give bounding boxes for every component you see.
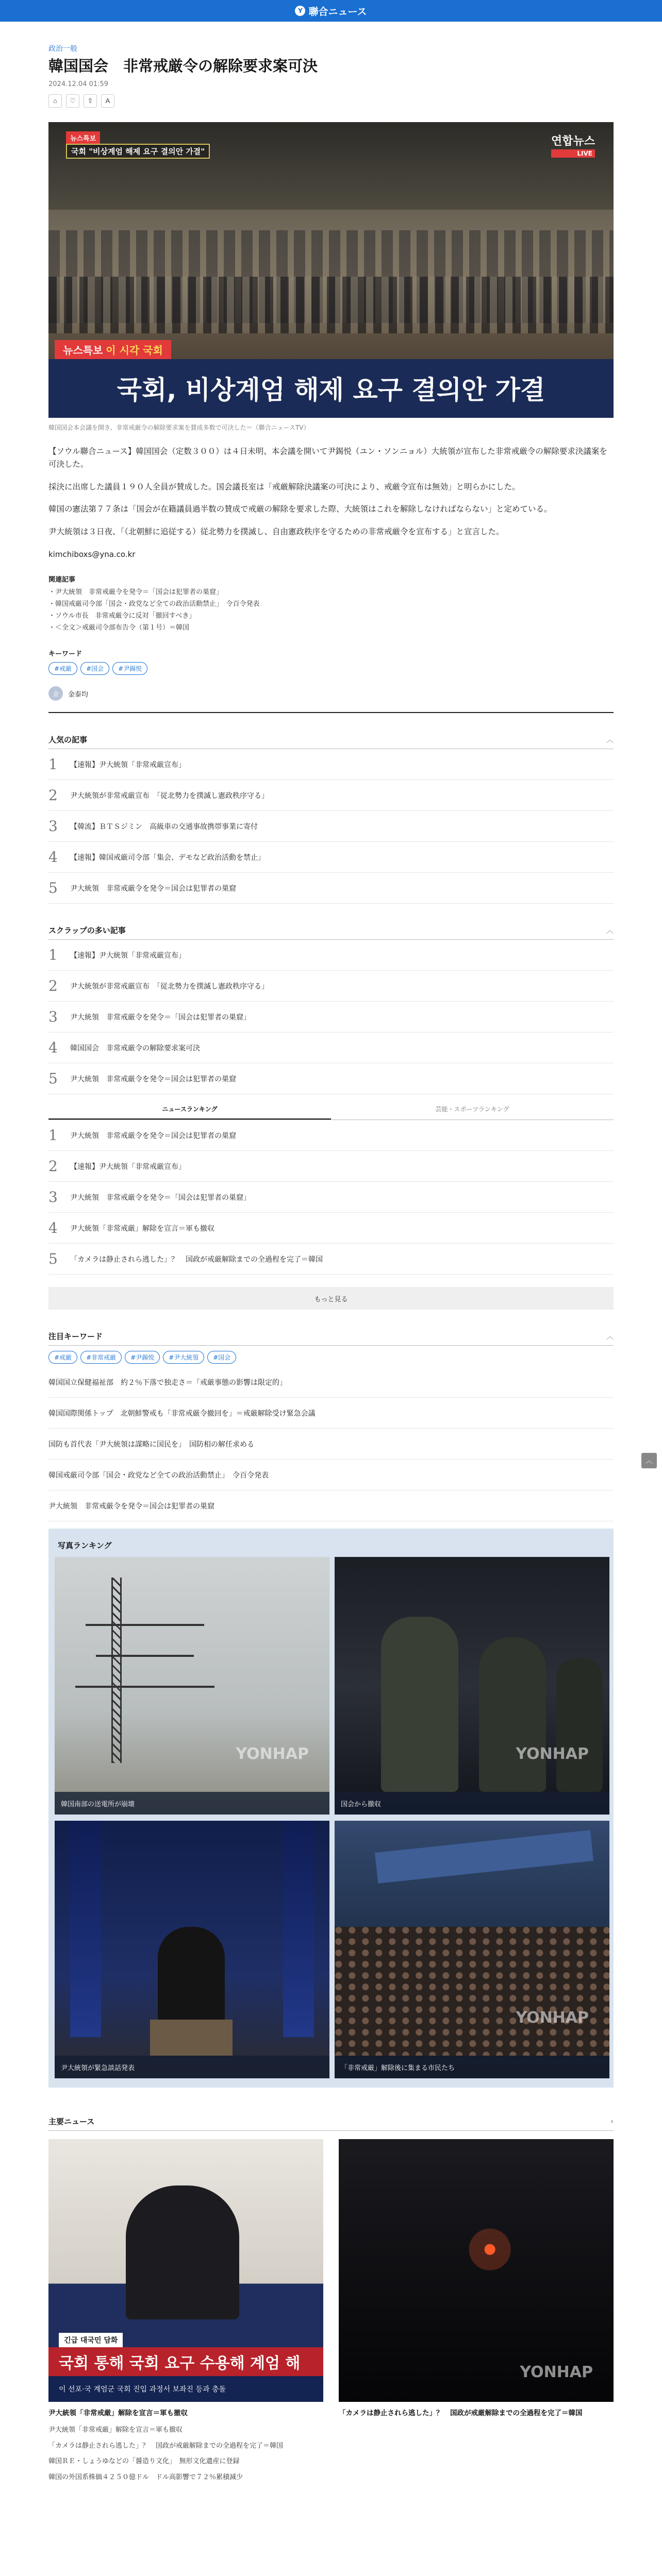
news-ranking xyxy=(48,1099,614,1310)
list-item-title: 「カメラは静止されら逃した」？ 国政が戒厳解除までの全過程を完了＝韓国 xyxy=(70,1255,323,1264)
main-news-photo xyxy=(48,2139,323,2402)
related-link[interactable]: ・＜全文＞戒厳司令部布告令（第１号）＝韓国 xyxy=(48,623,190,632)
rank-number: 5 xyxy=(48,1070,58,1088)
chevron-up-icon[interactable]: ︿ xyxy=(606,1332,614,1341)
article-main-photo xyxy=(48,122,614,418)
article-tools xyxy=(48,94,614,108)
list-item[interactable]: 韓国国際関係トップ 北朝鮮警戒も「非常戒厳令撤回を」＝戒厳解除受け緊急会議 xyxy=(48,1398,614,1429)
list-item-title: 尹大統領「非常戒厳」解除を宣言＝軍も撤収 xyxy=(70,1224,214,1233)
keyword-chip[interactable]: #尹錫悦 xyxy=(125,1351,160,1364)
crowd-graphic xyxy=(335,1927,609,2056)
keyword-chip[interactable]: #国会 xyxy=(207,1351,236,1364)
photo-broadcaster-logo xyxy=(551,132,595,158)
keyword-chip[interactable]: #尹大統領 xyxy=(163,1351,204,1364)
brand-logo[interactable] xyxy=(295,4,367,18)
list-item-title: 尹大統領 非常戒厳令を発令＝国会は犯罪者の巣窟 xyxy=(70,884,236,893)
list-item-title: 【速報】尹大統領「非常戒厳宣布」 xyxy=(70,951,186,960)
main-news-card[interactable] xyxy=(48,2139,323,2417)
photo-lower-text: 국회, 비상계엄 해제 요구 결의안 가결 xyxy=(117,375,545,405)
podium-graphic xyxy=(150,2020,233,2056)
photo-ranking xyxy=(48,1529,614,2088)
brand-mark-icon: Y xyxy=(295,6,305,16)
rank-number: 4 xyxy=(48,849,58,866)
list-item[interactable] xyxy=(48,1063,614,1094)
rank-number: 1 xyxy=(48,946,58,964)
author-name[interactable]: 金泰均 xyxy=(68,690,89,699)
rank-number: 5 xyxy=(48,1250,58,1268)
list-item[interactable] xyxy=(48,1151,614,1182)
article-keywords xyxy=(48,648,614,675)
paragraph: 【ソウル聯合ニュース】韓国国会（定数３００）は４日未明、本会議を開いて尹錫悦（ユン・ソンニョル）大統領が宣布した非常戒厳令の解除要求決議案を可決した。 xyxy=(48,446,607,469)
tab-entertainment-ranking[interactable]: 芸能・スポーツランキング xyxy=(435,1106,509,1113)
photo-caption: 「非常戒厳」解除後に集まる市民たち xyxy=(335,2056,609,2078)
ranking-tabs xyxy=(48,1099,614,1120)
list-item-title: 尹大統領 非常戒厳令を発令＝国会は犯罪者の巣窟 xyxy=(70,1131,236,1140)
photo-lower-label xyxy=(55,340,171,359)
list-item[interactable]: 韓国戒厳司令部「国会・政党など全ての政治活動禁止」 令百令発表 xyxy=(48,1460,614,1490)
share-icon[interactable]: ⇧ xyxy=(84,94,97,108)
list-item-title: 【韓流】ＢＴＳジミン 高級車の交通事故携帯事業に寄付 xyxy=(70,822,258,831)
soldier-graphic xyxy=(556,1658,603,1792)
watermark: YONHAP xyxy=(520,2363,593,2382)
article-header xyxy=(48,22,614,108)
paragraph: 韓国の憲法第７７条は「国会が在籍議員過半数の賛成で戒厳の解除を要求した際、大統領はこれを解除しなければならない」と定めている。 xyxy=(48,504,552,514)
pylon-arm xyxy=(86,1624,204,1626)
rank-number: 1 xyxy=(48,1127,58,1144)
list-item[interactable] xyxy=(48,971,614,1002)
list-item[interactable] xyxy=(48,873,614,904)
list-item[interactable] xyxy=(48,842,614,873)
main-news-card[interactable] xyxy=(339,2139,614,2417)
list-item-title: 【速報】韓国戒厳司令部「集会、デモなど政治活動を禁止」 xyxy=(70,853,265,862)
hot-keyword-chips xyxy=(48,1351,614,1364)
article-date: 2024.12.04 01:59 xyxy=(48,80,109,88)
rank-number: 3 xyxy=(48,818,58,835)
hot-keywords xyxy=(48,1327,614,1521)
photo-strip: 국회 통해 국회 요구 수용해 계엄 해 xyxy=(48,2347,323,2376)
photo-caption: 韓国南部の送電所が崩壊 xyxy=(55,1792,329,1815)
hot-keywords-title: 注目キーワード xyxy=(48,1332,103,1342)
flag-graphic xyxy=(70,1821,101,2037)
pylon-arm xyxy=(96,1655,194,1657)
soldier-graphic xyxy=(479,1637,546,1792)
list-item[interactable]: 尹大統領 非常戒厳令を発令＝国会は犯罪者の巣窟 xyxy=(48,1490,614,1521)
scroll-to-top-button[interactable]: ︿ xyxy=(641,1453,657,1468)
paragraph: 採決に出席した議員１９０人全員が賛成した。国会議長室は「戒厳解除決議案の可決により、戒厳令宣布は無効」と明らかにした。 xyxy=(48,482,520,492)
list-item[interactable] xyxy=(48,1213,614,1244)
list-item[interactable] xyxy=(48,1182,614,1213)
like-icon[interactable]: ♡ xyxy=(66,94,79,108)
list-item[interactable] xyxy=(48,1002,614,1032)
photo-tag: 긴급 대국민 담화 xyxy=(59,2333,123,2347)
keyword-chip[interactable]: #尹錫悦 xyxy=(112,662,147,675)
lower-label-sub: 이 시각 국회 xyxy=(106,344,163,357)
photo-caption: 韓国国会本会議を開き、非常戒厳令の解除要求案を賛成多数で可決した＝（聯合ニュースTV） xyxy=(48,423,310,431)
rank-number: 4 xyxy=(48,1039,58,1057)
scrap-title: スクラップの多い記事 xyxy=(48,926,126,936)
main-news-photo xyxy=(339,2139,614,2402)
main-news-card-title: 尹大統領「非常戒厳」解除を宣言＝軍も撤収 xyxy=(48,2409,188,2418)
paragraph: 尹大統領は３日夜、「（北朝鮮に追従する）従北勢力を撲滅し、自由憲政秩序を守るための非常戒厳令を宣布する」と宣言した。 xyxy=(48,527,504,536)
keyword-chip[interactable]: #戒厳 xyxy=(48,662,77,675)
list-item-title: 尹大統領が非常戒厳宣布 「従北勢力を撲滅し憲政秩序守る」 xyxy=(70,982,269,991)
main-news-title: 主要ニュース xyxy=(48,2117,95,2127)
main-news-link[interactable]: 韓国の外国系株価４２５０億ドル ドル高影響で７２％累積減少 xyxy=(48,2473,243,2481)
font-size-icon[interactable]: A xyxy=(101,94,114,108)
rank-number: 3 xyxy=(48,1189,58,1206)
related-link[interactable]: ・尹大統領 非常戒厳令を発令＝「国会は犯罪者の巣窟」 xyxy=(48,588,223,597)
chevron-right-icon[interactable]: › xyxy=(610,2117,614,2126)
related-link[interactable]: ・ソウル市長 非常戒厳令に反対「撤回すべき」 xyxy=(48,612,196,620)
photo-chip: 뉴스특보 xyxy=(66,131,100,144)
pylon-arm xyxy=(75,1686,214,1688)
divider xyxy=(48,712,614,713)
watermark: YONHAP xyxy=(516,1745,589,1764)
more-button[interactable]: もっと見る xyxy=(48,1287,614,1310)
rank-number: 3 xyxy=(48,1008,58,1026)
rank-number: 2 xyxy=(48,977,58,995)
most-scrapped-articles xyxy=(48,921,614,1094)
pylon-graphic xyxy=(111,1578,122,1763)
main-news-card-title: 「カメラは静止されら逃した」？ 国政が戒厳解除までの全過程を完了＝韓国 xyxy=(339,2409,583,2418)
photo-strip-sub: 이 선포·국 계엄군 국회 진입 과정서 보좌진 등과 충돌 xyxy=(48,2376,323,2402)
list-item[interactable] xyxy=(48,749,614,780)
photo-card[interactable] xyxy=(335,1557,609,1815)
list-item[interactable] xyxy=(48,780,614,811)
author-email: kimchiboxs@yna.co.kr xyxy=(48,549,136,559)
related-title: 関連記事 xyxy=(48,576,76,584)
list-item[interactable]: 韓国国立保健福祉部 約２％下落で独走さ＝「戒厳事態の影響は限定的」 xyxy=(48,1367,614,1398)
rank-number: 2 xyxy=(48,1158,58,1175)
list-item[interactable] xyxy=(48,1120,614,1151)
popular-title: 人気の記事 xyxy=(48,735,88,745)
list-item-title: 【速報】尹大統領「非常戒厳宣布」 xyxy=(70,1162,186,1171)
person-graphic xyxy=(126,2185,239,2319)
list-item[interactable]: 国防も首代表「尹大統領は謀略に国民を」 国防相の解任求める xyxy=(48,1429,614,1460)
live-badge: LIVE xyxy=(551,149,595,158)
popular-articles xyxy=(48,731,614,904)
list-item-title: 尹大統領 非常戒厳令を発令＝国会は犯罪者の巣窟 xyxy=(70,1075,236,1083)
related-articles xyxy=(48,574,614,634)
keyword-chip[interactable]: #非常戒厳 xyxy=(80,1351,122,1364)
rank-number: 2 xyxy=(48,787,58,804)
article-container xyxy=(48,22,614,2485)
list-item[interactable] xyxy=(48,811,614,842)
protest-banner-graphic xyxy=(375,1830,593,1884)
author-info xyxy=(48,686,614,701)
related-link[interactable]: ・韓国戒厳司令部「国会・政党など全ての政治活動禁止」 令百令発表 xyxy=(48,600,260,608)
main-news-link[interactable]: 尹大統領「非常戒厳」解除を宣言＝軍も撤収 xyxy=(48,2426,183,2434)
article-category[interactable]: 政治一般 xyxy=(48,45,77,53)
list-item-title: 尹大統領 非常戒厳令を発令＝「国会は犯罪者の巣窟」 xyxy=(70,1193,251,1202)
main-news-link[interactable]: 韓国ＲＥ・しょうゆなどの「醤造り文化」 無形文化遺産に登録 xyxy=(48,2458,240,2466)
keywords-title: キーワード xyxy=(48,650,82,658)
photo-ranking-title: 写真ランキング xyxy=(58,1541,112,1551)
article-body xyxy=(48,445,614,561)
avatar: 金 xyxy=(48,686,63,701)
main-news-link[interactable]: 「カメラは静止されら逃した」？ 国政が戒厳解除までの全過程を完了＝韓国 xyxy=(48,2442,284,2450)
rank-number: 5 xyxy=(48,879,58,897)
list-item[interactable] xyxy=(48,1032,614,1063)
list-item-title: 尹大統領が非常戒厳宣布 「従北勢力を撲滅し憲政秩序守る」 xyxy=(70,791,269,800)
photo-card[interactable] xyxy=(55,1557,329,1815)
rank-number: 4 xyxy=(48,1219,58,1237)
chevron-up-icon[interactable]: ︿ xyxy=(606,926,614,935)
photo-caption: 尹大統領が緊急談話発表 xyxy=(55,2056,329,2078)
home-icon[interactable]: ⌂ xyxy=(48,94,62,108)
brand-name: 聯合ニュース xyxy=(308,6,367,18)
tab-news-ranking[interactable]: ニュースランキング xyxy=(48,1099,331,1120)
list-item-title: 尹大統領 非常戒厳令を発令＝「国会は犯罪者の巣窟」 xyxy=(70,1013,251,1022)
watermark: YONHAP xyxy=(516,2009,589,2027)
photo-seats-front xyxy=(48,277,614,333)
keyword-chip[interactable]: #戒厳 xyxy=(48,1351,77,1364)
rank-number: 1 xyxy=(48,756,58,773)
article-title: 韓国国会 非常戒厳令の解除要求案可決 xyxy=(48,57,318,75)
keyword-chip[interactable]: #国会 xyxy=(80,662,109,675)
main-news xyxy=(48,2112,614,2485)
logo-text: 연합뉴스 xyxy=(551,134,595,148)
lower-label-main: 뉴스특보 xyxy=(63,344,103,357)
chevron-up-icon[interactable]: ︿ xyxy=(606,736,614,744)
photo-wall xyxy=(48,122,614,210)
list-item[interactable] xyxy=(48,1244,614,1275)
soldier-graphic xyxy=(381,1617,458,1792)
watermark: YONHAP xyxy=(236,1745,309,1764)
list-item-title: 【速報】尹大統領「非常戒厳宣布」 xyxy=(70,760,186,769)
list-item[interactable] xyxy=(48,940,614,971)
photo-card[interactable] xyxy=(55,1821,329,2078)
photo-card[interactable] xyxy=(335,1821,609,2078)
list-item-title: 韓国国会 非常戒厳令の解除要求案可決 xyxy=(70,1044,200,1053)
top-bar xyxy=(0,0,662,22)
photo-chip-headline: 국회 "비상계엄 해제 요구 결의안 가결" xyxy=(66,144,210,159)
flag-graphic xyxy=(283,1821,314,2037)
photo-caption: 国会から撤収 xyxy=(335,1792,609,1815)
